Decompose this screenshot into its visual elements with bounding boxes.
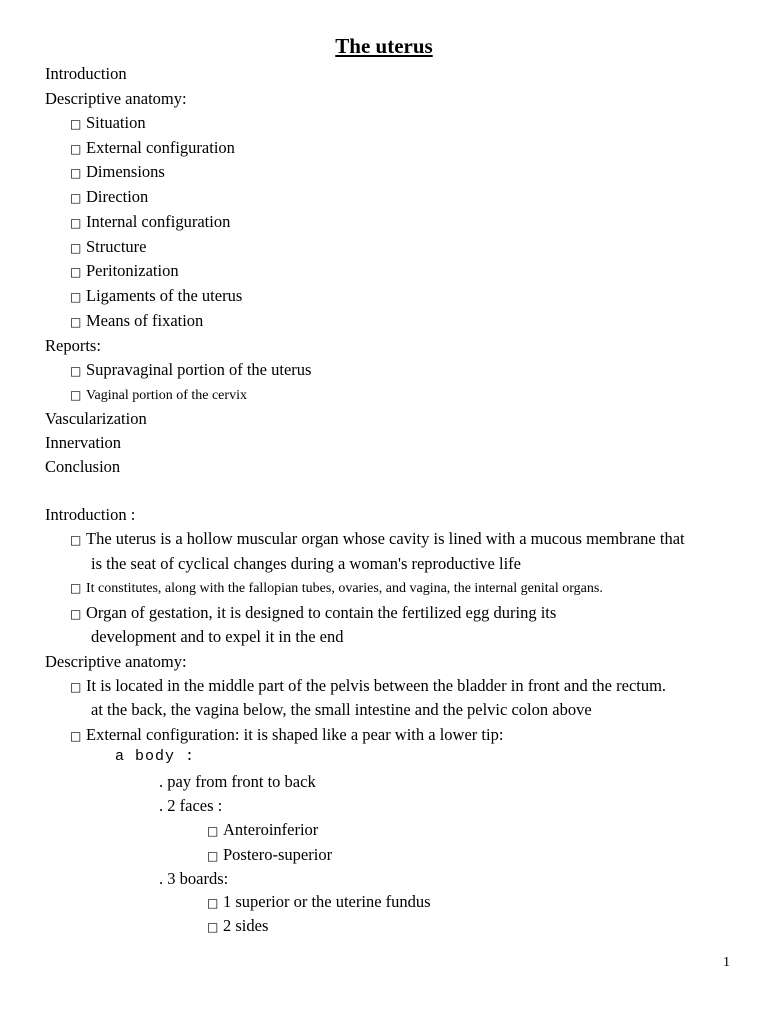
bullet-item (70, 676, 666, 697)
line-text: Conclusion (45, 457, 121, 476)
bullet-item (207, 916, 268, 937)
text-line (159, 772, 316, 792)
page-number: 1 (723, 955, 730, 970)
bullet-item (70, 578, 603, 599)
line-text: Vaginal portion of the cervix (86, 388, 247, 403)
line-text: 1 superior or the uterine fundus (223, 892, 431, 911)
bullet-item (70, 529, 685, 550)
line-text: is the seat of cyclical changes during a woman's reproductive life (91, 554, 521, 573)
bullet-item (70, 138, 235, 159)
bullet-box-icon: □ (70, 388, 82, 402)
line-text: Introduction : (45, 505, 136, 524)
bullet-box-icon: □ (70, 315, 82, 329)
bullet-item (70, 603, 556, 624)
bullet-box-icon: □ (70, 680, 82, 694)
line-text: Dimensions (86, 162, 165, 181)
bullet-item (207, 845, 332, 866)
document-title: The uterus (335, 34, 433, 58)
line-text: The uterus is a hollow muscular organ whose cavity is lined with a mucous membrane that (86, 529, 685, 548)
text-line (45, 89, 187, 109)
bullet-box-icon: □ (70, 533, 82, 547)
bullet-item (207, 820, 318, 841)
bullet-box-icon: □ (70, 607, 82, 621)
line-text: Descriptive anatomy: (45, 652, 187, 671)
bullet-box-icon: □ (70, 290, 82, 304)
line-text: development and to expel it in the end (91, 627, 344, 646)
line-text: It is located in the middle part of the pelvis between the bladder in front and the rectum. (86, 676, 667, 695)
line-text: Organ of gestation, it is designed to contain the fertilized egg during its (86, 603, 557, 622)
bullet-item (70, 212, 230, 233)
bullet-box-icon: □ (70, 364, 82, 378)
bullet-item (70, 187, 148, 208)
bullet-box-icon: □ (207, 849, 219, 863)
bullet-box-icon: □ (70, 729, 82, 743)
text-line (91, 627, 343, 647)
text-line (159, 869, 228, 889)
line-text: a body : (115, 748, 196, 765)
line-text: Vascularization (45, 409, 147, 428)
line-text: Internal configuration (86, 212, 231, 231)
bullet-item (70, 261, 179, 282)
line-text: Postero-superior (223, 845, 333, 864)
line-text: External configuration (86, 138, 235, 157)
line-text: Reports: (45, 336, 101, 355)
line-text: Structure (86, 237, 147, 256)
bullet-box-icon: □ (207, 824, 219, 838)
text-line (91, 700, 592, 720)
bullet-item (70, 385, 247, 406)
text-line (45, 64, 127, 84)
line-text: Situation (86, 113, 146, 132)
line-text: . 3 boards: (159, 869, 229, 888)
text-line (45, 409, 147, 429)
bullet-box-icon: □ (70, 581, 82, 595)
line-text: Direction (86, 187, 149, 206)
line-text: Innervation (45, 433, 122, 452)
line-text: External configuration: it is shaped like a pear with a lower tip: (86, 725, 504, 744)
bullet-box-icon: □ (70, 166, 82, 180)
line-text: Anteroinferior (223, 820, 319, 839)
bullet-box-icon: □ (207, 896, 219, 910)
line-text: Means of fixation (86, 311, 204, 330)
bullet-item (70, 311, 203, 332)
line-text: Descriptive anatomy: (45, 89, 187, 108)
bullet-item (207, 892, 431, 913)
bullet-box-icon: □ (70, 265, 82, 279)
line-text: Ligaments of the uterus (86, 286, 243, 305)
text-line (159, 796, 222, 816)
bullet-item (70, 237, 146, 258)
bullet-box-icon: □ (70, 216, 82, 230)
text-line (115, 747, 195, 767)
text-line (45, 336, 101, 356)
text-line (45, 505, 135, 525)
line-text: It constitutes, along with the fallopian tubes, ovaries, and vagina, the internal genital organs. (86, 581, 603, 596)
text-line (91, 554, 521, 574)
line-text: Introduction (45, 64, 127, 83)
bullet-box-icon: □ (207, 920, 219, 934)
bullet-item (70, 725, 503, 746)
bullet-box-icon: □ (70, 241, 82, 255)
bullet-box-icon: □ (70, 117, 82, 131)
bullet-item (70, 286, 242, 307)
bullet-item (70, 360, 311, 381)
line-text: . 2 faces : (159, 796, 223, 815)
text-line (45, 433, 121, 453)
line-text: . pay from front to back (159, 772, 316, 791)
line-text: 2 sides (223, 916, 269, 935)
line-text: Supravaginal portion of the uterus (86, 360, 312, 379)
bullet-box-icon: □ (70, 191, 82, 205)
text-line (45, 652, 187, 672)
bullet-box-icon: □ (70, 142, 82, 156)
line-text: at the back, the vagina below, the small intestine and the pelvic colon above (91, 700, 592, 719)
line-text: Peritonization (86, 261, 179, 280)
text-line (45, 457, 120, 477)
bullet-item (70, 162, 165, 183)
bullet-item (70, 113, 146, 134)
